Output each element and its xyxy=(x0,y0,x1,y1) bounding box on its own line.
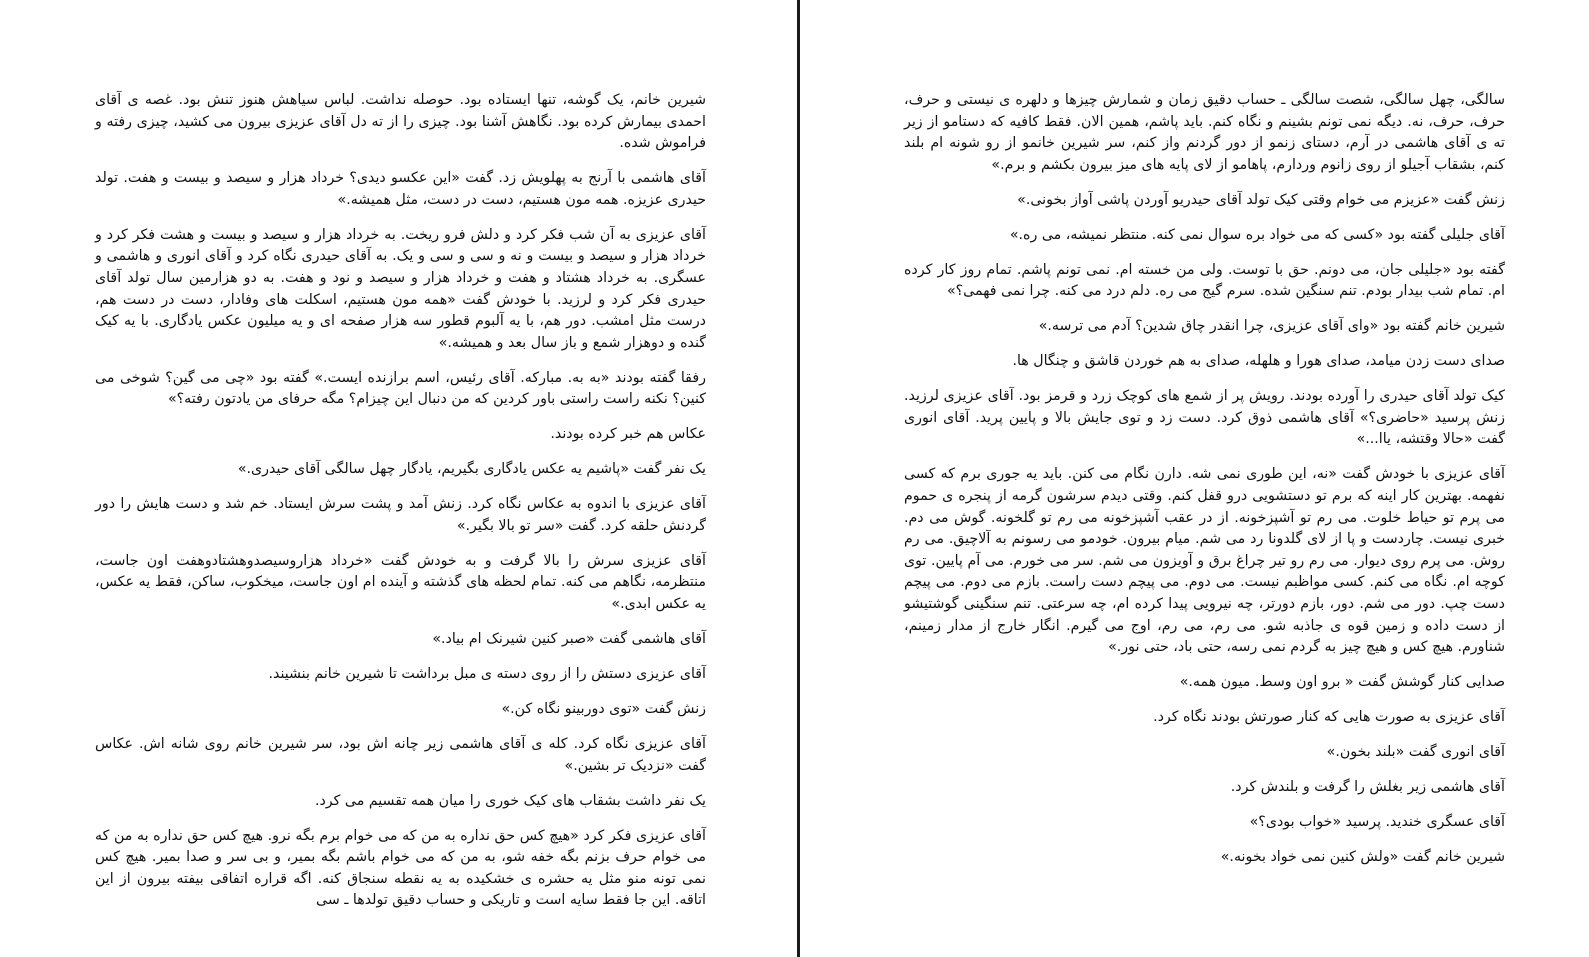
paragraph: آقای عزیزی با اندوه به عکاس نگاه کرد. زنش آمد و پشت سرش ایستاد. خم شد و دست هایش را دور گردنش حلقه کرد. گفت «سر تو بالا بگیر.» xyxy=(95,496,706,534)
paragraph: آقای عزیزی به صورت هایی که کنار صورتش بودند نگاه کرد. xyxy=(1153,709,1505,726)
paragraph: کیک تولد آقای حیدری را آورده بودند. رویش پر از شمع های کوچک زرد و قرمز بود. آقای عزیزی لرزید. زنش پرسید «حاضری؟» آقای هاشمی ذوق کرد. دست زد و توی جایش بالا و پایین پرید. آقای انوری گفت «حالا وقتشه، یاا...» xyxy=(904,388,1505,448)
paragraph: عکاس هم خبر کرده بودند. xyxy=(550,426,706,443)
paragraph: زنش گفت «عزیزم می خوام وقتی کیک تولد آقای حیدریو آوردن پاشی آواز بخونی.» xyxy=(1017,191,1505,208)
paragraph: شیرین خانم گفته بود «وای آقای عزیزی، چرا انقدر چاق شدین؟ آدم می ترسه.» xyxy=(1038,318,1505,335)
paragraph: آقای هاشمی گفت «صبر کنین شیرنک ام بیاد.» xyxy=(432,631,706,647)
left-page xyxy=(95,90,706,925)
paragraph: آقای عسگری خندید. پرسید «خواب بودی؟» xyxy=(1249,814,1505,831)
paragraph: آقای هاشمی با آرنج به پهلویش زد. گفت «این عکسو دیدی؟ خرداد هزار و سیصد و بیست و هفت. تولد حیدری عزیزه. همه مون هستیم، دست در دست، مثل همیشه.» xyxy=(95,170,706,208)
paragraph: شیرین خانم گفت «ولش کنین نمی خواد بخونه.» xyxy=(1220,849,1505,866)
paragraph: آقای انوری گفت «بلند بخون.» xyxy=(1326,744,1505,761)
paragraph: آقای عزیزی نگاه کرد. کله ی آقای هاشمی زیر چانه اش بود، سر شیرین خانم روی شانه اش. عکاس گفت «نزدیک تر بشین.» xyxy=(95,735,706,774)
paragraph: آقای جلیلی گفته بود «کسی که می خواد بره سوال نمی کنه. منتظر نمیشه، می ره.» xyxy=(1009,226,1505,243)
paragraph: شیرین خانم، یک گوشه، تنها ایستاده بود. حوصله نداشت. لباس سیاهش هنوز تنش بود. غصه ی آقای احمدی بیمارش کرده بود. نگاهش آشنا بود. چیزی را از ته دل آقای عزیزی بیرون می کشید، چیزی رفته و فراموش شده. xyxy=(95,92,706,152)
paragraph: آقای عزیزی با خودش گفت «نه، این طوری نمی شه. دارن نگام می کنن. باید یه جوری برم که کسی نفهمه. بهترین کار اینه که برم تو دستشویی درو قفل کنم. وقتی دیدم سرشون گرمه از پنجره ی حموم می پرم تو حیاط خلوت. می رم تو آشپزخونه. از در عقب آشپزخونه می رم تو گلخونه. گوش می دم. خبری نیست. چاردست و پا از لای گلدونا رد می شم. میام بیرون. خودمو می رسونم به آلاچیق. می رم روش. می پرم روی دیوار. می رم رو تیر چراغ برق و آویزون می شم. سر می خورم. می آم پایین. توی کوچه ام. نگاه می کنم. کسی مواظبم نیست. می دوم. می پیچم دست راست. بازم می دوم. می پیچم دست چپ. دور می شم. دور، بازم دورتر، چه نیرویی پیدا کرده ام، چه سرعتی. تنم سنگینی گوشتیشو از دست داده و زمین قوه ی جاذبه شو. می رم، می رم، اوج می گیرم. انگار خارج از مدار زمینم، شناورم. هیچ کس و هیچ چیز به گردم نمی رسه، حتی باد، حتی نور.» xyxy=(904,466,1505,656)
right-page xyxy=(904,90,1505,882)
paragraph: یک نفر داشت بشقاب های کیک خوری را میان همه تقسیم می کرد. xyxy=(314,792,706,809)
paragraph: یک نفر گفت «پاشیم یه عکس یادگاری بگیریم، یادگار چهل سالگی آقای حیدری.» xyxy=(237,461,706,478)
paragraph: آقای عزیزی به آن شب فکر کرد و دلش فرو ریخت. به خرداد هزار و سیصد و بیست و هشت فکر کرد و خرداد هزار و سیصد و بیست و نه و سی و سی و یک. به آقای حیدری نگاه کرد و آقای انوری و هاشمی و عسگری. به خرداد هشتاد و هفت و خرداد هزار و سیصد و نود و هفت. به دو هزارمین سال تولد آقای حیدری فکر کرد و لرزید. با خودش گفت «همه مون هستیم، اسکلت های وفادار، دست در دست هم، درست مثل امشب. دور هم، با یه آلبوم قطور سه هزار صفحه ای و یه میلیون عکس یادگاری. با یه کیک گنده و دوهزار شمع و باز سال بعد و همیشه.» xyxy=(95,226,706,351)
page-divider xyxy=(797,0,800,957)
paragraph: صدایی کنار گوشش گفت « برو اون وسط. میون همه.» xyxy=(1179,674,1505,691)
paragraph: آقای عزیزی دستش را از روی دسته ی مبل برداشت تا شیرین خانم بنشیند. xyxy=(268,665,706,682)
paragraph: آقای هاشمی زیر بغلش را گرفت و بلندش کرد. xyxy=(1230,779,1505,796)
paragraph: سالگی، چهل سالگی، شصت سالگی ـ حساب دقیق زمان و شمارش چیزها و دلهره ی نیستی و حرف، حرف، حرف، نه. دیگه نمی تونم بشینم و نگاه کنم. باید پاشم، همین الان. فقط کافیه که دستامو از زیر ته ی آقای هاشمی در آرم، دستای زنمو از دور گردنم واز کنم، سر شیرین خانمو از رو شونه ام بلند کنم، بشقاب آجیلو از روی زانوم وردارم، پاهامو از لای پایه های میز بیرون بکشم و برم.» xyxy=(904,92,1505,173)
paragraph: گفته بود «جلیلی جان، می دونم. حق با توست. ولی من خسته ام. نمی تونم پاشم. تمام روز کار کرده ام. تمام شب بیدار بودم. تنم سنگین شده. سرم گیج می ره. دلم درد می کنه. چرا نمی فهمی؟» xyxy=(904,261,1505,300)
paragraph: آقای عزیزی سرش را بالا گرفت و به خودش گفت «خرداد هزاروسیصدوهشتادوهفت اون جاست، منتظرمه، نگاهم می کنه. تمام لحظه های گذشته و آینده ام اون جاست، میخکوب، ساکن، فقط یه عکس، یه عکس ابدی.» xyxy=(95,552,706,613)
paragraph: زنش گفت «توی دوربینو نگاه کن.» xyxy=(501,700,706,717)
paragraph: رفقا گفته بودند «به به. مبارکه. آقای رئیس، اسم برازنده ایست.» گفته بود «چی می گین؟ شوخی می کنین؟ نکنه راست راستی باور کردین که من دنبال این چیزام؟ مگه حرفای من یادتون رفته؟» xyxy=(95,369,706,408)
paragraph: صدای دست زدن میامد، صدای هورا و هلهله، صدای به هم خوردن قاشق و چنگال ها. xyxy=(1012,353,1505,370)
paragraph: آقای عزیزی فکر کرد «هیچ کس حق نداره به من که می خوام برم بگه نرو. هیچ کس حق نداره به من که می خوام حرف بزنم بگه خفه شو، به من که می خوام باشم بگه بمیر، و بی سر و صدا بمیر. هیچ کس نمی تونه منو مثل یه حشره ی خشکیده به یه نقطه سنجاق کنه. اگه قراره اتفاقی بیفته بیرون از این اتاقه. این جا فقط سایه است و تاریکی و حساب دقیق تولدها ـ سی xyxy=(95,827,706,909)
